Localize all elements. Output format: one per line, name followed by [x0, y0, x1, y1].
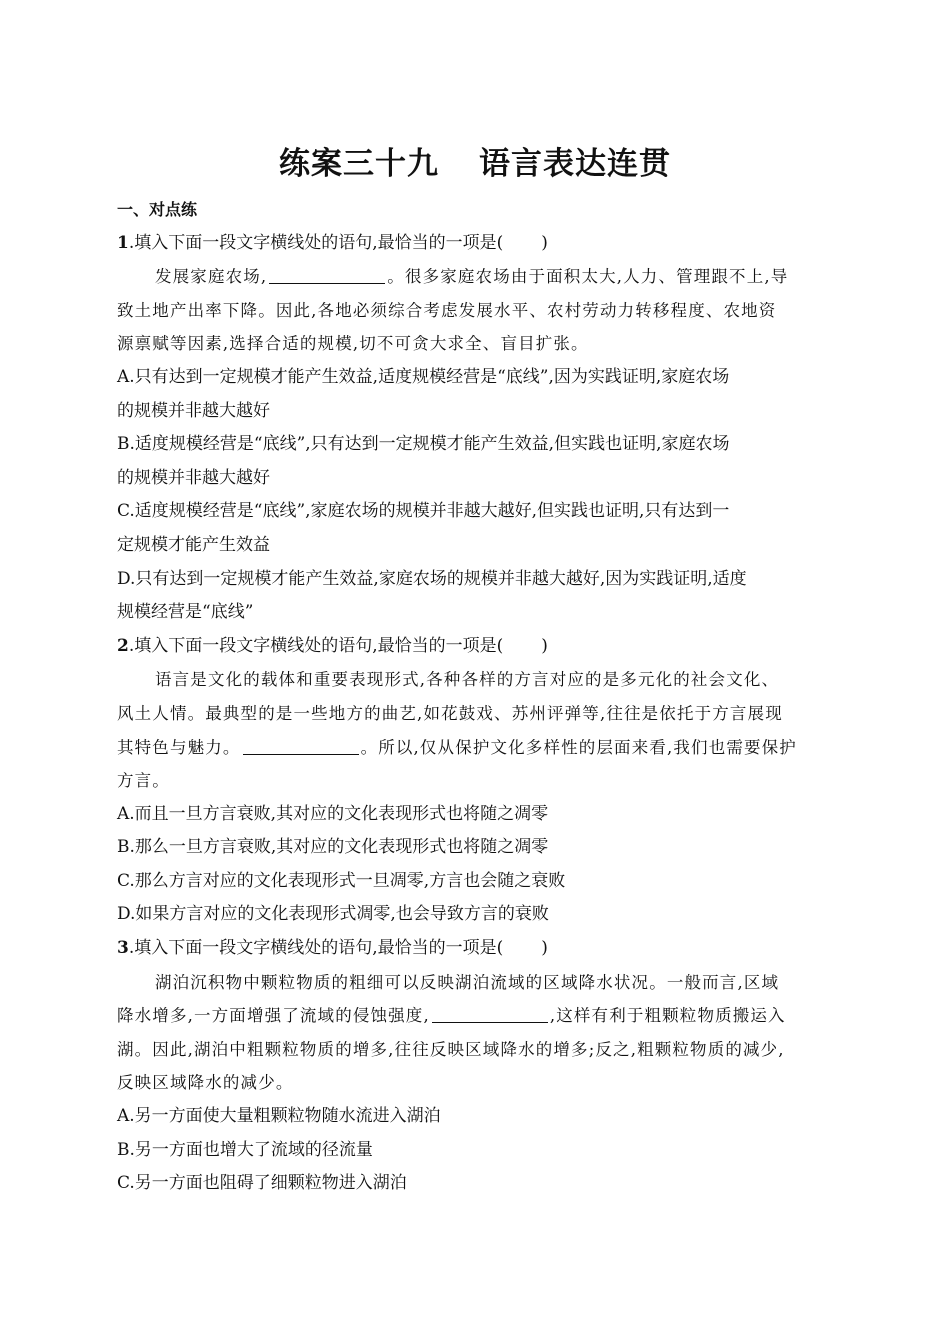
question-text: .填入下面一段文字横线处的语句,最恰当的一项是( [128, 635, 504, 656]
section-heading: 一、对点练 [117, 200, 198, 219]
option-b: B.另一方面也增大了流域的径流量 [117, 1139, 373, 1160]
question-text: .填入下面一段文字横线处的语句,最恰当的一项是( [128, 938, 504, 959]
option-a: A.而且一旦方言衰败,其对应的文化表现形式也将随之凋零 [117, 803, 549, 824]
passage-text: 发展家庭农场, [155, 267, 268, 287]
passage-text: 。很多家庭农场由于面积太大,人力、管理跟不上,导 [387, 267, 789, 287]
option-c: C.那么方言对应的文化表现形式一旦凋零,方言也会随之衰败 [117, 870, 566, 891]
passage-text: ,这样有利于粗颗粒物质搬运入 [549, 1006, 786, 1026]
option-c: C.适度规模经营是“底线”,家庭农场的规模并非越大越好,但实践也证明,只有达到一 [117, 501, 730, 522]
bracket-close: ) [541, 232, 548, 253]
question-2-passage-line: 方言。 [117, 771, 170, 791]
option-d-cont: 规模经营是“底线” [117, 602, 254, 623]
option-b: B.那么一旦方言衰败,其对应的文化表现形式也将随之凋零 [117, 837, 549, 858]
option-a: A.另一方面使大量粗颗粒物随水流进入湖泊 [117, 1106, 441, 1127]
passage-text: 降水增多,一方面增强了流域的侵蚀强度, [117, 1006, 430, 1026]
question-3-passage-line: 湖泊沉积物中颗粒物质的粗细可以反映湖泊流域的区域降水状况。一般而言,区域 [155, 972, 780, 992]
question-2-passage-line: 语言是文化的载体和重要表现形式,各种各样的方言对应的是多元化的社会文化、 [155, 670, 780, 690]
option-c: C.另一方面也阻碍了细颗粒物进入湖泊 [117, 1173, 407, 1194]
question-1-passage-line: 致土地产出率下降。因此,各地必须综合考虑发展水平、农村劳动力转移程度、农地资 [117, 300, 777, 320]
option-d: D.只有达到一定规模才能产生效益,家庭农场的规模并非越大越好,因为实践证明,适度 [117, 568, 747, 589]
question-number: 2 [117, 635, 129, 656]
option-b-cont: 的规模并非越大越好 [117, 467, 270, 488]
bracket-close: ) [541, 635, 548, 656]
question-3-passage-line [117, 999, 829, 1033]
option-a-cont: 的规模并非越大越好 [117, 400, 270, 421]
page-title [0, 138, 950, 183]
option-c-cont: 定规模才能产生效益 [117, 534, 270, 555]
option-a: A.只有达到一定规模才能产生效益,适度规模经营是“底线”,因为实践证明,家庭农场 [117, 366, 730, 387]
title-left: 练案三十九 [279, 146, 439, 182]
question-2-passage-line [117, 731, 829, 765]
passage-text: 。所以,仅从保护文化多样性的层面来看,我们也需要保护 [360, 737, 797, 757]
option-d: D.如果方言对应的文化表现形式凋零,也会导致方言的衰败 [117, 904, 549, 925]
question-2-stem [117, 630, 829, 664]
option-b: B.适度规模经营是“底线”,只有达到一定规模才能产生效益,但实践也证明,家庭农场 [117, 434, 730, 455]
question-3-passage-line: 反映区域降水的减少。 [117, 1073, 294, 1093]
title-right: 语言表达连贯 [479, 146, 671, 182]
answer-blank [269, 261, 385, 284]
question-2-passage-line: 风土人情。最典型的是一些地方的曲艺,如花鼓戏、苏州评弹等,往往是依托于方言展现 [117, 703, 783, 723]
passage-text: 其特色与魅力。 [117, 737, 241, 757]
question-text: .填入下面一段文字横线处的语句,最恰当的一项是( [128, 232, 504, 253]
bracket-close: ) [541, 938, 548, 959]
question-number: 3 [117, 938, 129, 959]
answer-blank [243, 732, 359, 755]
question-1-stem [117, 227, 829, 261]
question-3-stem [117, 932, 829, 966]
question-1-passage-line: 源禀赋等因素,选择合适的规模,切不可贪大求全、盲目扩张。 [117, 334, 589, 354]
content [117, 193, 829, 1201]
question-number: 1 [117, 232, 129, 253]
question-1-passage-line [117, 260, 829, 294]
question-3-passage-line: 湖。因此,湖泊中粗颗粒物质的增多,往往反映区域降水的增多;反之,粗颗粒物质的减少, [117, 1039, 785, 1059]
answer-blank [432, 1000, 548, 1023]
